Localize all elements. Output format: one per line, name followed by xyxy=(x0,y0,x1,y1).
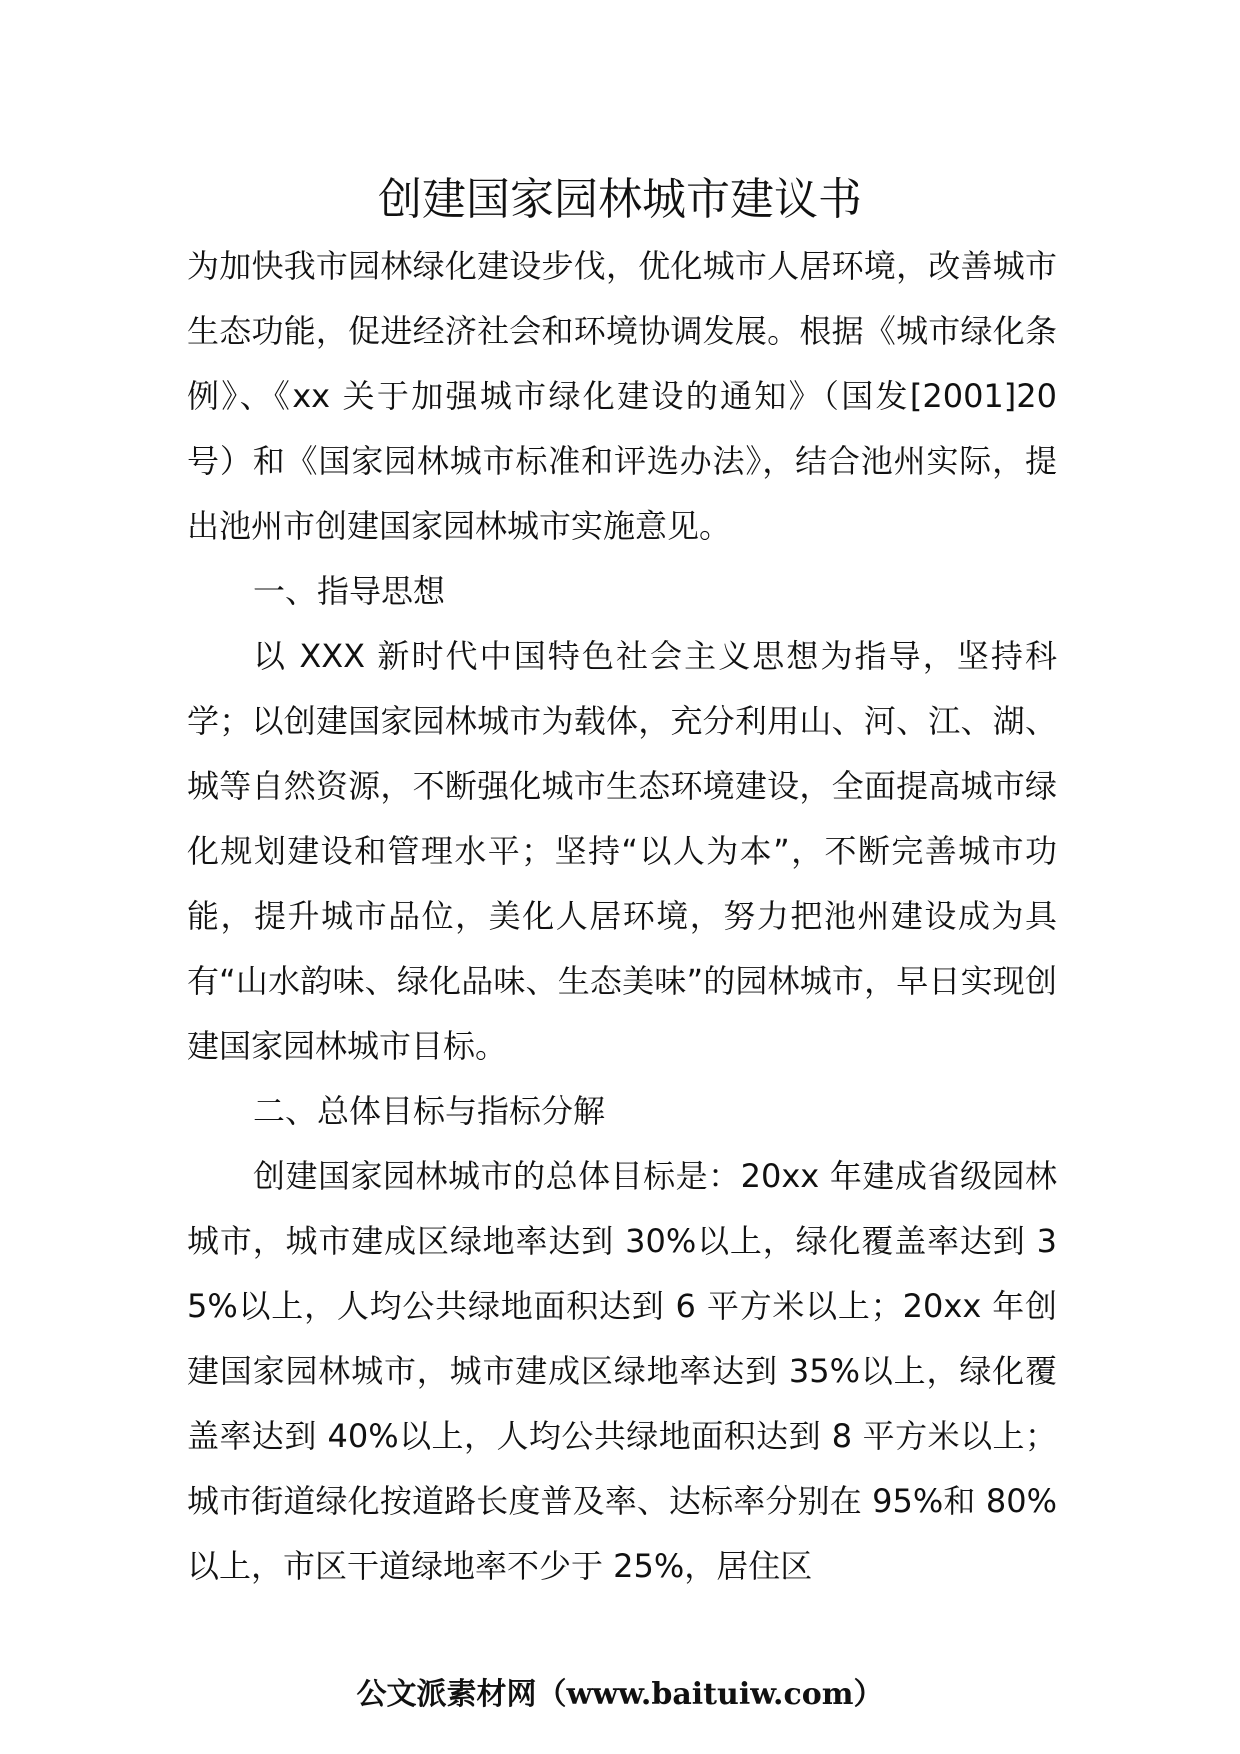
intro-paragraph: 为加快我市园林绿化建设步伐，优化城市人居环境，改善城市生态功能，促进经济社会和环境协调发展。根据《城市绿化条例》、《xx 关于加强城市绿化建设的通知》（国发[2001]20 号）和《国家园林城市标准和评选办法》，结合池州实际，提出池州市创建国家园林城市实施意见。 xyxy=(187,247,1057,545)
overall-goals-paragraph: 创建国家园林城市的总体目标是：20xx 年建成省级园林城市，城市建成区绿地率达到 30%以上，绿化覆盖率达到 35%以上，人均公共绿地面积达到 6 平方米以上；20xx 年创建国家园林城市，城市建成区绿地率达到 35%以上，绿化覆盖率达到 40%以上，人均公共绿地面积达到 8 平方米以上；城市街道绿化按道路长度普及率、达标率分别在 95%和 80%以上，市区干道绿地率不少于 25%，居住区 xyxy=(187,1157,1057,1585)
section-heading-guiding-thought: 一、指导思想 xyxy=(253,572,446,610)
document-body xyxy=(187,234,1057,1599)
document-title: 创建国家园林城市建议书 xyxy=(378,174,862,225)
footer-watermark: 公文派素材网（www.baituiw.com） xyxy=(356,1677,884,1712)
guiding-thought-paragraph: 以 XXX 新时代中国特色社会主义思想为指导，坚持科学；以创建国家园林城市为载体，充分利用山、河、江、湖、城等自然资源，不断强化城市生态环境建设，全面提高城市绿化规划建设和管理水平；坚持“以人为本”，不断完善城市功能，提升城市品位，美化人居环境，努力把池州建设成为具有“山水韵味、绿化品味、生态美味”的园林城市，早日实现创建国家园林城市目标。 xyxy=(187,637,1057,1065)
section-heading-overall-goals: 二、总体目标与指标分解 xyxy=(253,1092,606,1130)
